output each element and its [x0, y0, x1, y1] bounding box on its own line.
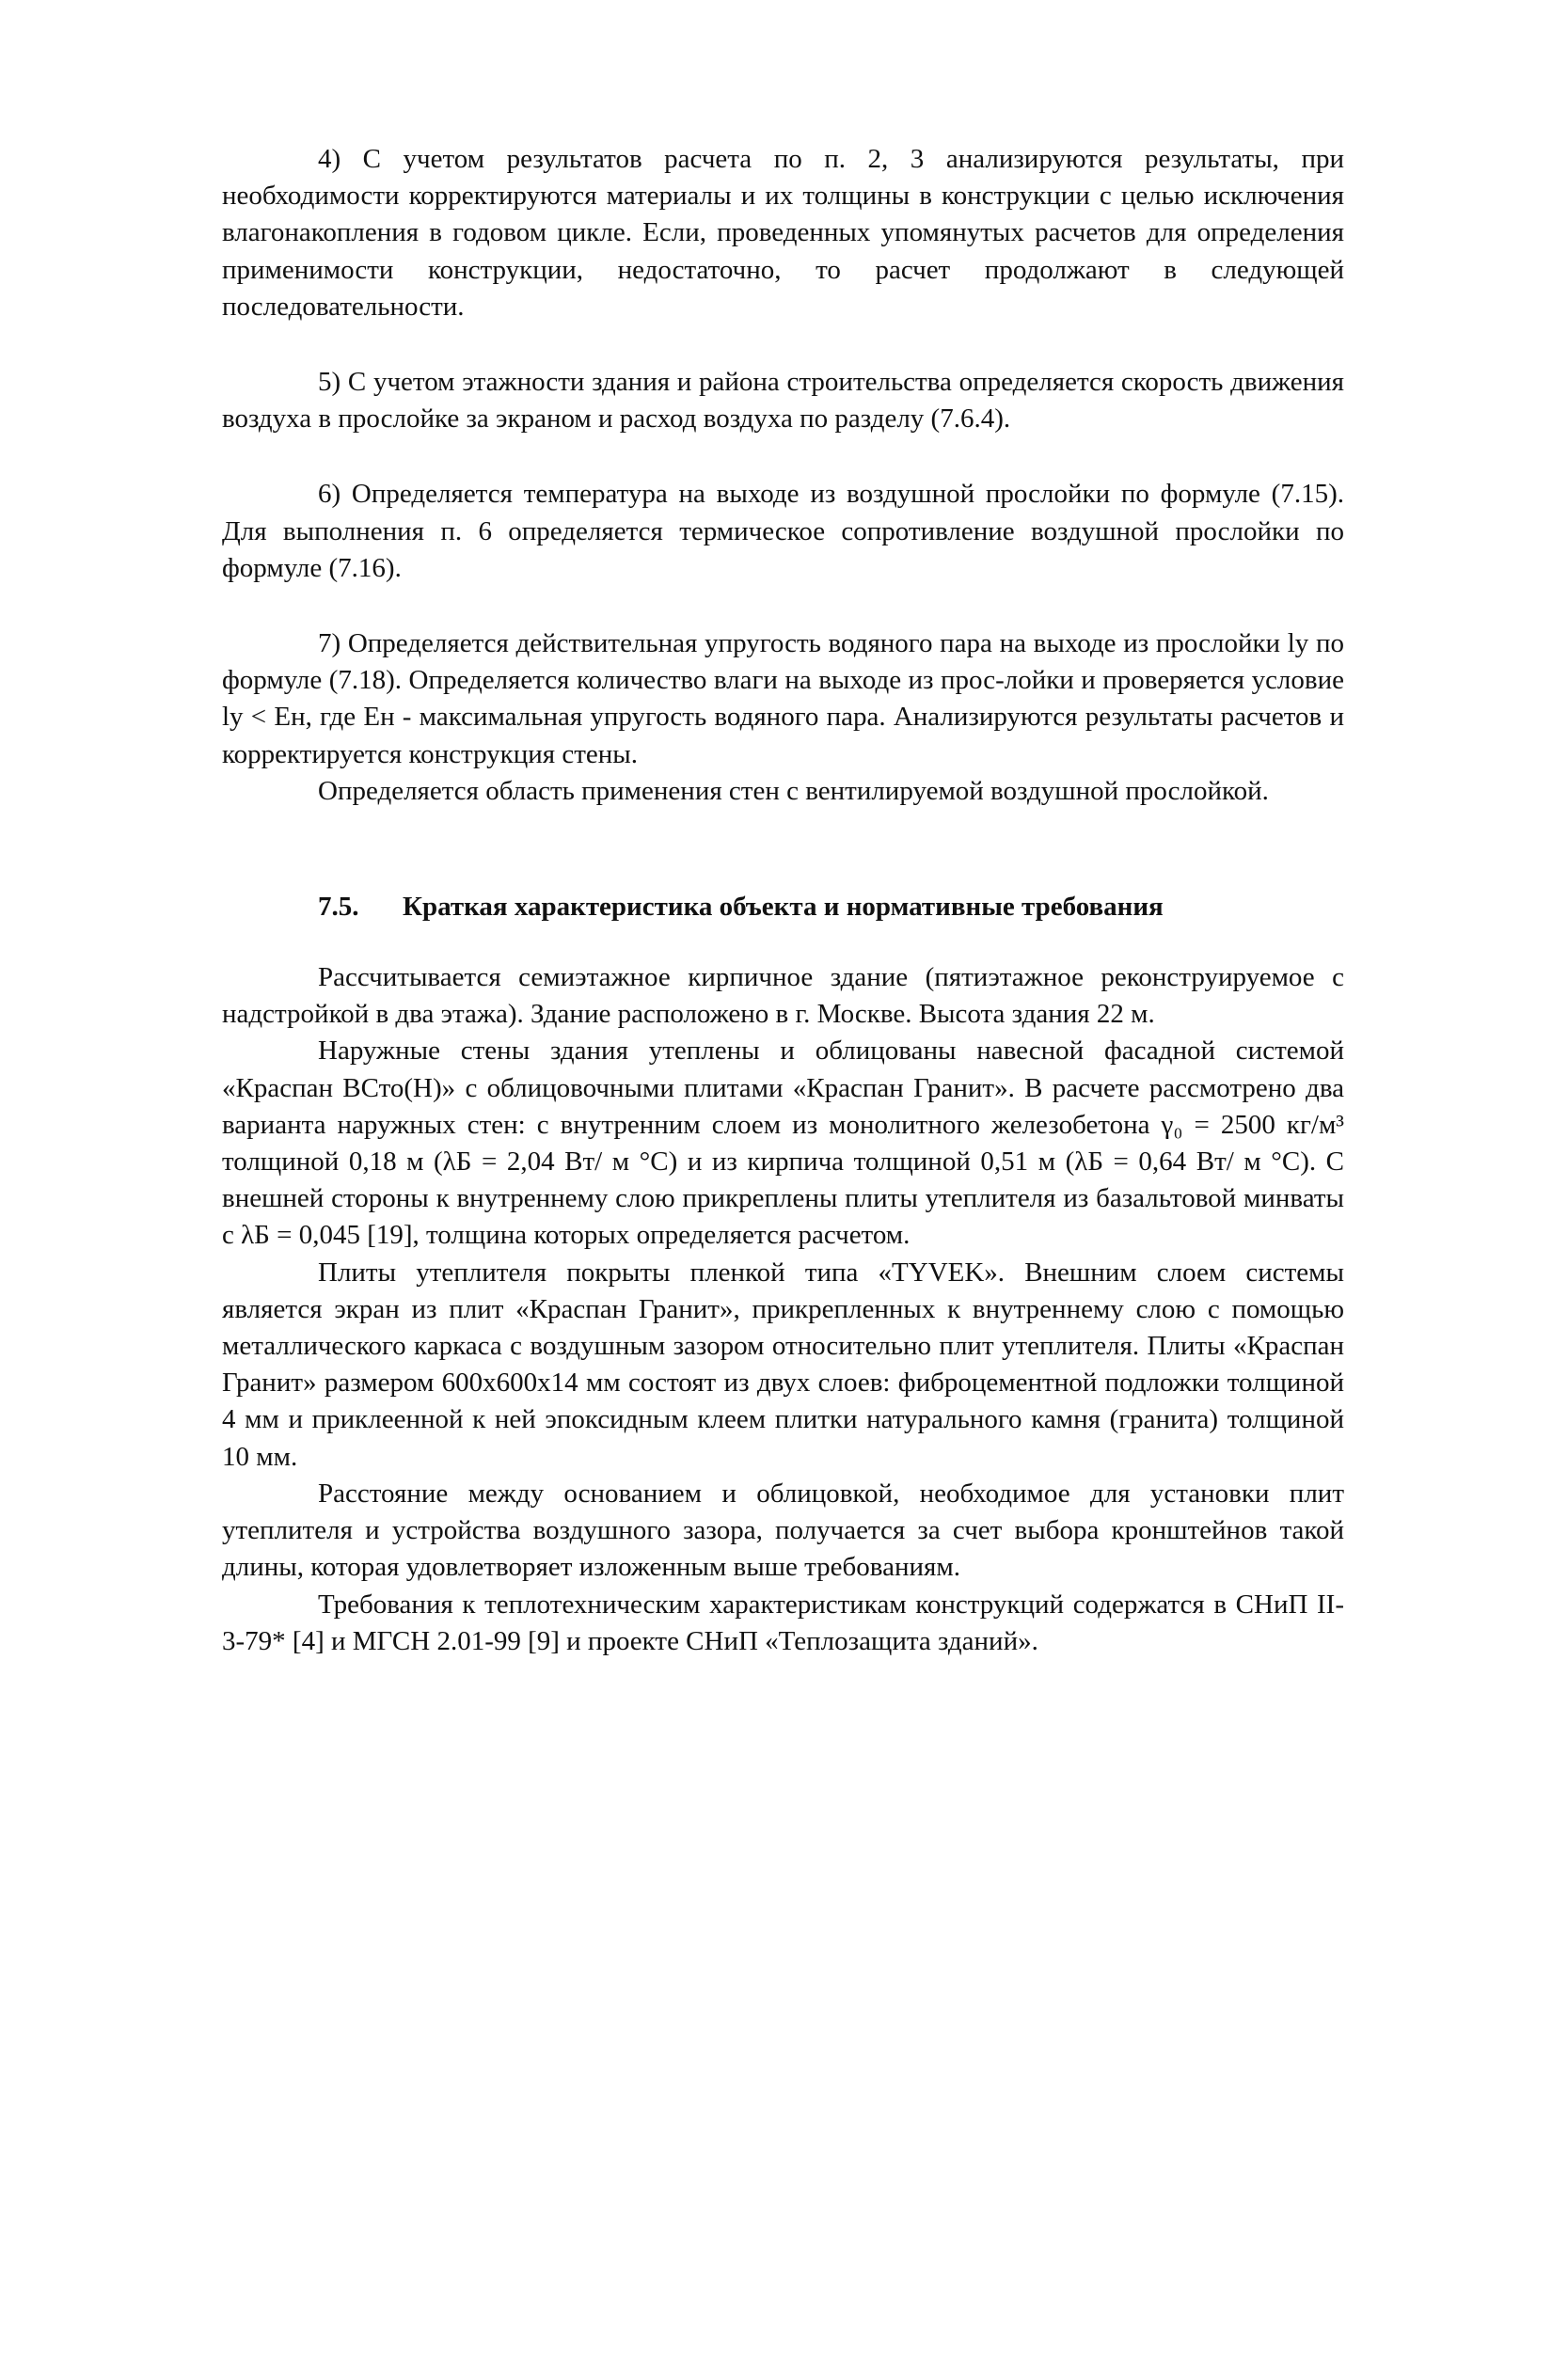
paragraph-requirements: Требования к теплотехническим характеристикам конструкций содержатся в СНиП II-3-79* [4] и МГСН 2.01-99 [9] и проекте СНиП «Теплозащита зданий».: [222, 1589, 1344, 1656]
paragraph-wall-system: Наружные стены здания утеплены и облицованы навесной фасадной системой «Краспан ВСто(Н)» с облицовочными плитами «Краспан Гранит». В расчете рассмотрено два варианта наружных стен: с внутренним слоем из монолитного железобетона γ₀ = 2500 кг/м³ толщиной 0,18 м (λБ = 2,04 Вт/ м °С) и из кирпича толщиной 0,51 м (λБ = 0,64 Вт/ м °С). С внешней стороны к внутреннему слою прикреплены плиты утеплителя из базальтовой минваты с λБ = 0,045 [19], толщина которых определяется расчетом.: [222, 1036, 1344, 1251]
paragraph-step-4: 4) С учетом результатов расчета по п. 2, 3 анализируются результаты, при необходимости корректируются материалы и их толщины в конструкции с целью исключения влагонакопления в годовом цикле. Если, проведенных упомянутых расчетов для определения применимости конструкции, недостаточно, то расчет продолжают в следующей последовательности.: [222, 144, 1344, 322]
section-title: Краткая характеристика объекта и нормативные требования: [403, 892, 1164, 923]
paragraph-step-5: 5) С учетом этажности здания и района строительства определяется скорость движения воздуха в прослойке за экраном и расход воздуха по разделу (7.6.4).: [222, 367, 1344, 435]
section-heading: [222, 889, 1344, 925]
paragraph-step-7: 7) Определяется действительная упругость водяного пара на выходе из прослойки ly по формуле (7.18). Определяется количество влаги на выходе из прос-лойки и проверяется условие ly < Ен, где Ен - максимальная упругость водяного пара. Анализируются результаты расчетов и корректируется конструкция стены.: [222, 628, 1344, 769]
paragraph-step-6: 6) Определяется температура на выходе из воздушной прослойки по формуле (7.15). Для выполнения п. 6 определяется термическое сопротивление воздушной прослойки по формуле (7.16).: [222, 479, 1344, 583]
paragraph-insulation-screen: Плиты утеплителя покрыты пленкой типа «TYVEK». Внешним слоем системы является экран из плит «Краспан Гранит», прикрепленных к внутреннему слою с помощью металлического каркаса с воздушным зазором относительно плит утеплителя. Плиты «Краспан Гранит» размером 600х600х14 мм состоят из двух слоев: фиброцементной подложки толщиной 4 мм и приклеенной к ней эпоксидным клеем плитки натурального камня (гранита) толщиной 10 мм.: [222, 1257, 1344, 1472]
paragraph-building-description: Рассчитывается семиэтажное кирпичное здание (пятиэтажное реконструируемое с надстройкой в два этажа). Здание расположено в г. Москве. Высота здания 22 м.: [222, 962, 1344, 1030]
paragraph-bracket-distance: Расстояние между основанием и облицовкой, необходимое для установки плит утеплителя и устройства воздушного зазора, получается за счет выбора кронштейнов такой длины, которая удовлетворяет изложенным выше требованиям.: [222, 1478, 1344, 1583]
section-number: 7.5.: [318, 892, 359, 923]
document-body: [222, 141, 1344, 1660]
paragraph-application-scope: Определяется область применения стен с вентилируемой воздушной прослойкой.: [318, 775, 1269, 806]
